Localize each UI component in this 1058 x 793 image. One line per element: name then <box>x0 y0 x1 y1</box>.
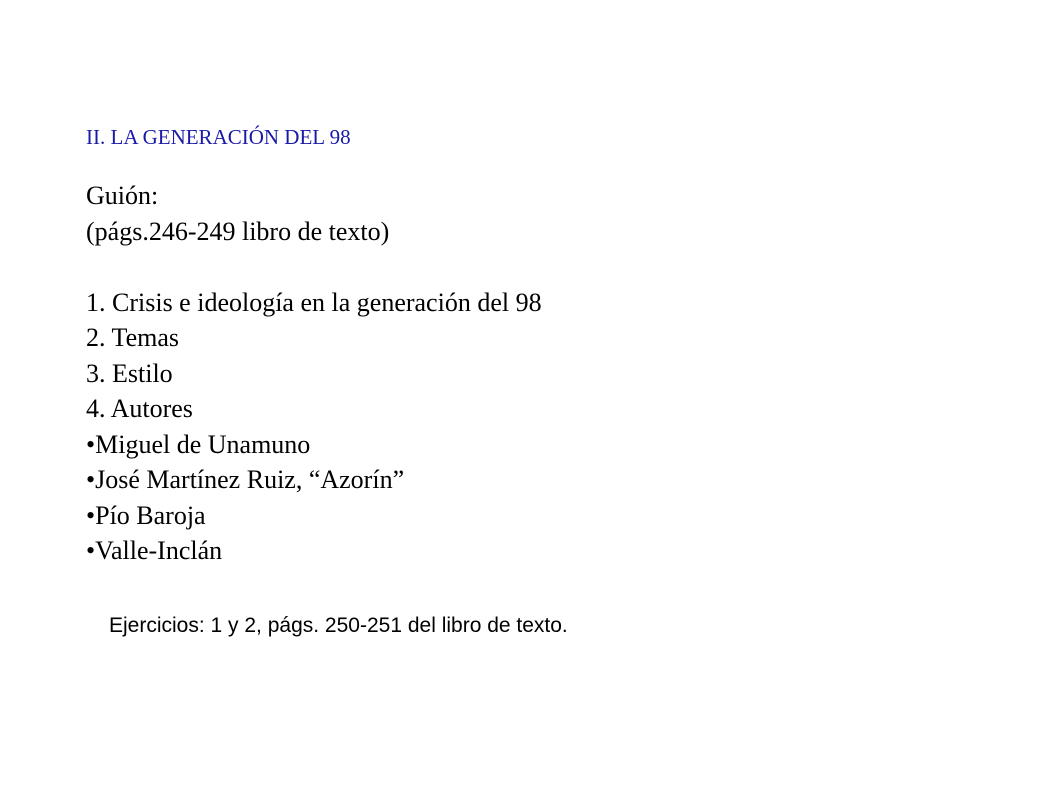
outline-item-temas: 2. Temas <box>86 323 180 352</box>
outline-item-autores: 4. Autores <box>86 394 193 423</box>
blank-line <box>86 249 542 285</box>
author-item-unamuno: •Miguel de Unamuno <box>86 429 311 459</box>
outline-item-crisis: 1. Crisis e ideología en la generación del 98 <box>86 287 542 317</box>
textbook-reference: (págs.246-249 libro de texto) <box>86 216 390 246</box>
author-item-azorin: •José Martínez Ruiz, “Azorín” <box>86 465 405 494</box>
outline-block <box>86 178 542 569</box>
section-heading: II. LA GENERACIÓN DEL 98 <box>86 125 351 149</box>
exercise-note: Ejercicios: 1 y 2, págs. 250-251 del libro de texto. <box>109 614 568 637</box>
outline-item-estilo: 3. Estilo <box>86 358 173 388</box>
author-item-baroja: •Pío Baroja <box>86 500 206 530</box>
author-item-valle-inclan: •Valle-Inclán <box>86 536 223 565</box>
guion-label: Guión: <box>86 181 159 210</box>
